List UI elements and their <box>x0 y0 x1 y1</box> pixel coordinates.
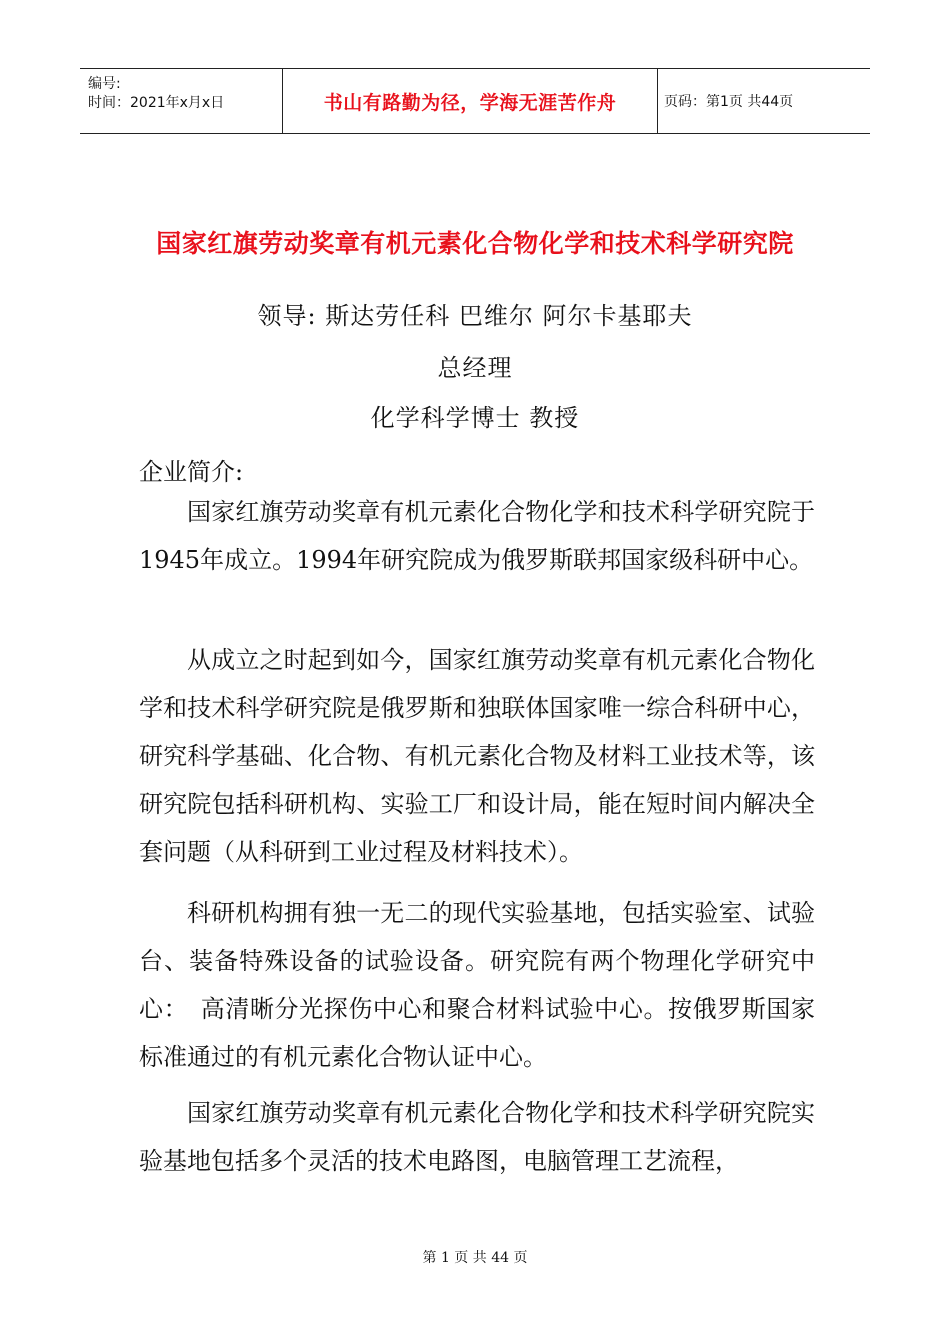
page-header <box>80 68 870 134</box>
page-footer: 第 1 页 共 44 页 <box>422 1250 528 1266</box>
paragraph-3: 科研机构拥有独一无二的现代实验基地，包括实验室、试验台、装备特殊设备的试验设备。研究院有两个物理化学研究中心： 高清晰分光探伤中心和聚合材料试验中心。按俄罗斯国家标准通过的有机元素化合物认证中心。 <box>139 899 815 1071</box>
header-meta <box>80 69 283 133</box>
header-page-info: 页码：第1页 共44页 <box>664 94 794 110</box>
degree-line: 化学科学博士 教授 <box>370 404 580 432</box>
paragraph-2: 从成立之时起到如今，国家红旗劳动奖章有机元素化合物化学和技术科学研究院是俄罗斯和独联体国家唯一综合科研中心，研究科学基础、化合物、有机元素化合物及材料工业技术等，该研究院包括科研机构、实验工厂和设计局，能在短时间内解决全套问题（从科研到工业过程及材料技术）。 <box>139 646 815 866</box>
document-title: 国家红旗劳动奖章有机元素化合物化学和技术科学研究院 <box>156 229 794 258</box>
header-motto: 书山有路勤为径，学海无涯苦作舟 <box>283 69 658 133</box>
document-number-label: 编号: <box>88 76 121 92</box>
paragraph-4: 国家红旗劳动奖章有机元素化合物化学和技术科学研究院实验基地包括多个灵活的技术电路图，电脑管理工艺流程， <box>139 1099 815 1175</box>
paragraph-1: 国家红旗劳动奖章有机元素化合物化学和技术科学研究院于1945年成立。1994年研究院成为俄罗斯联邦国家级科研中心。 <box>139 498 815 574</box>
position-line: 总经理 <box>437 354 513 382</box>
document-time-label: 时间：2021年x月x日 <box>88 95 225 111</box>
intro-label: 企业简介: <box>139 458 244 486</box>
leader-line: 领导: 斯达劳任科 巴维尔 阿尔卡基耶夫 <box>257 302 693 330</box>
